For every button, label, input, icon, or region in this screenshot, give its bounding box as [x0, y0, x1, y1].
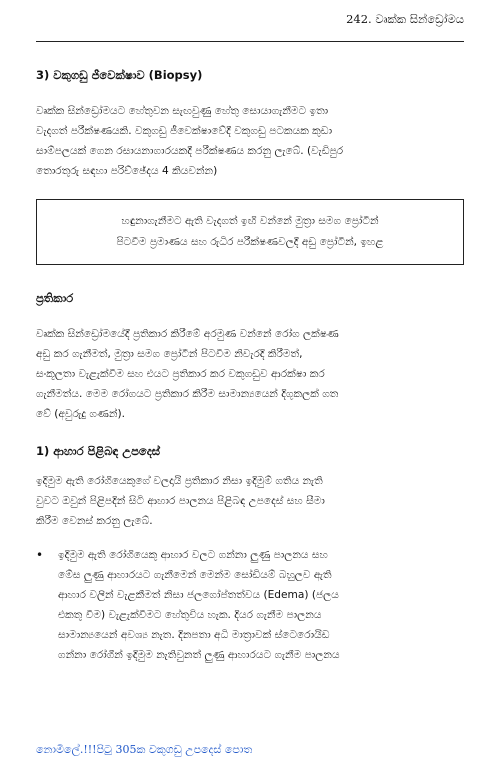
note-line: හඳුනාගැනීමට ඇති වැදගත් ඉඟි වන්නේ මුත්‍රා සමග ප්‍රෝටීන්	[121, 215, 379, 227]
note-box	[36, 199, 464, 265]
note-line: පිටවීම ප්‍රමාණය සහ රුධිර පරීක්ෂණවලදී අඩු ප්‍රෝටීන්, ඉහළ	[116, 236, 384, 248]
paragraph-diet	[36, 471, 464, 531]
text-line: වුවට ඔවුන් පිළිපදින් සිටි ආහාර පාලනය පිළිබඳ උපදෙස් සහ සීමා	[36, 495, 325, 507]
bullet-icon: •	[36, 548, 44, 562]
text-line: ඉදිමුම ඇති රෝගියෙකු ආහාර වලට ගන්නා ලුණු පාලනය සහ	[58, 549, 328, 561]
text-line: එකතු වීම) වැළැක්වීමට හේතුවිය හැක. දියර ගැනීම පාලනය	[58, 609, 322, 621]
text-line: වෘක්ක සින්ඩ්‍රෝමයේදී ප්‍රතිකාර කිරීමේ අරමුණ වන්නේ රෝග ලක්ෂණ	[36, 328, 339, 340]
section-heading-diet: 1) ආහාර පිළිබඳ උපදෙස්	[36, 444, 161, 458]
text-line: තොරතුරු සඳහා පරිච්ඡේදය 4 කියවන්න)	[36, 165, 218, 177]
page-header-title: 242. වෘක්ක සින්ඩ්‍රෝමය	[346, 12, 464, 26]
footer-link[interactable]: නොමිලේ.!!!පිටු 305ක වකුගඩු උපදෙස් පොත	[36, 743, 253, 756]
text-line: අඩු කර ගැනීමත්, මුත්‍රා සමග ප්‍රෝටීන් පිටවීම නිවැරදි කිරීමත්,	[36, 348, 303, 360]
bullet-item	[36, 545, 464, 665]
header-divider	[36, 41, 464, 42]
text-line: සාමාන්‍යයෙන් අවශ්‍ය නැත. දිනපතා අධි මාත්‍රාවක් ස්ටෙරොයිඩ	[58, 629, 330, 641]
text-line: ගන්නා රෝගීන් ඉදිමුම නැතිවුනත් ලුණු ආහාරයට ගැනීම පාලනය	[58, 649, 340, 661]
paragraph-treatment	[36, 324, 464, 424]
text-line: සංකූලතා වැළැක්වීම සහ එයට ප්‍රතිකාර කර වකුගඩුව ආරක්ෂා කර	[36, 368, 325, 380]
page-content	[36, 68, 464, 665]
text-line: වේ (අවුරුදු ගණන්).	[36, 408, 125, 420]
section-heading-biopsy: 3) වකුගඩු ජීවෙක්ෂාව (Biopsy)	[36, 68, 203, 82]
text-line: ආහාර වලින් වැළකීමත් නිසා ජලගෝප්තත්වය (Edema) (ජලය	[58, 589, 339, 601]
text-line: මේස ලුණු ආහාරයට ගැනීමෙන් මෙන්ම සෝඩියම් බහුලව ඇති	[58, 569, 332, 581]
paragraph-biopsy	[36, 101, 464, 181]
text-line: කිරීම වෙනස් කරනු ලැබේ.	[36, 515, 153, 527]
text-line: වැදගත් පරීක්ෂණයකි. වකුගඩු ජීවෙක්ෂාවේදී වකුගඩු පටකයක කුඩා	[36, 125, 333, 137]
text-line: ඉදිමුම ඇති රෝගියෙකුගේ වලදායි ප්‍රතිකාර නිසා ඉදිමුම් ගතිය නැති	[36, 475, 323, 487]
text-line: වෘක්ක සින්ඩ්‍රෝමයට හේතුවන සැඟවුණු හේතු සොයාගැනීමට ඉතා	[36, 105, 329, 117]
bullet-text	[58, 545, 464, 665]
text-line: සාම්පලයක් ගෙන රසායනාගාරයකදී පරීක්ෂණය කරනු ලැබේ. (වැඩිපුර	[36, 145, 344, 157]
section-heading-treatment: ප්‍රතිකාර	[36, 291, 74, 305]
text-line: ගැනීමත්ය. මෙම රෝගයට ප්‍රතිකාර කිරීම සාමාන්‍යයෙන් දිගුකලක් ගත	[36, 388, 339, 400]
